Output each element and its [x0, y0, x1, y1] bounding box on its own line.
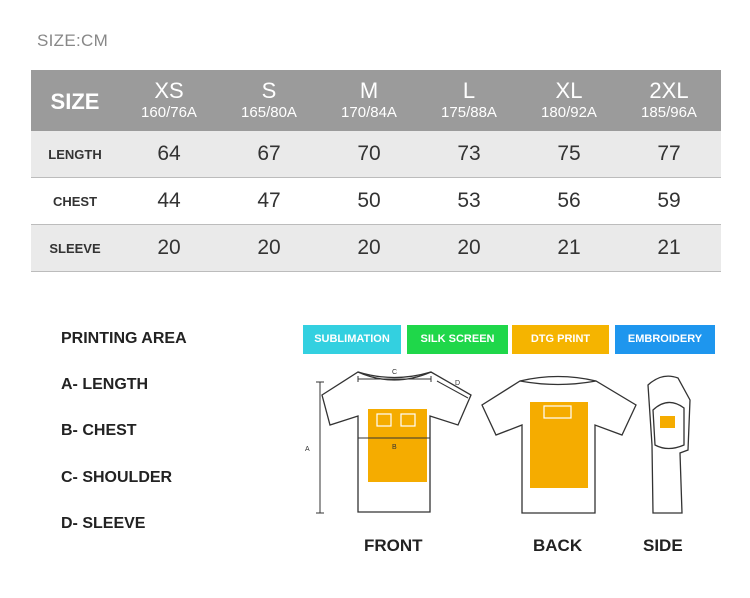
table-cell: 73 [457, 142, 481, 165]
size-name: 2XL [649, 77, 689, 103]
row-label: LENGTH [48, 146, 102, 162]
size-name: M [359, 77, 379, 103]
size-code: 160/76A [141, 103, 197, 121]
unit-label: SIZE:CM [37, 31, 109, 50]
view-label-back: BACK [533, 536, 583, 555]
badge-sublimation: SUBLIMATION [303, 325, 401, 354]
table-cell: 75 [557, 142, 581, 165]
row-label: CHEST [52, 193, 98, 209]
size-code: 185/96A [641, 103, 697, 121]
table-cell: 47 [257, 189, 281, 212]
view-label-side: SIDE [643, 536, 683, 555]
side-print-area [660, 416, 675, 428]
table-cell: 64 [157, 142, 181, 165]
size-code: 165/80A [241, 103, 297, 121]
table-cell: 20 [257, 236, 281, 259]
view-label-front: FRONT [364, 536, 423, 555]
size-name: XL [555, 77, 583, 103]
side-shirt [648, 376, 690, 513]
printing-area-title: PRINTING AREA [61, 330, 187, 347]
table-cell: 53 [457, 189, 481, 212]
row-label: SLEEVE [49, 240, 101, 256]
badge-embroidery: EMBROIDERY [615, 325, 715, 354]
size-header-label: SIZE [50, 88, 100, 114]
badge-silk-screen: SILK SCREEN [407, 325, 508, 354]
legend-chest: B- CHEST [61, 422, 137, 439]
size-code: 175/88A [441, 103, 497, 121]
legend-length: A- LENGTH [61, 376, 149, 393]
size-name: XS [154, 77, 184, 103]
table-cell: 77 [657, 142, 681, 165]
table-cell: 20 [457, 236, 481, 259]
legend-shoulder: C- SHOULDER [61, 469, 173, 486]
letter-b: B [392, 444, 397, 451]
table-cell: 50 [357, 189, 381, 212]
table-cell: 21 [657, 236, 681, 259]
size-name: S [261, 77, 277, 103]
letter-a: A [305, 446, 310, 453]
table-cell: 21 [557, 236, 581, 259]
letter-c: C [392, 369, 398, 376]
size-code: 180/92A [541, 103, 597, 121]
table-cell: 44 [157, 189, 181, 212]
size-name: L [462, 77, 476, 103]
table-cell: 67 [257, 142, 281, 165]
badge-dtg-print: DTG PRINT [512, 325, 609, 354]
table-cell: 20 [157, 236, 181, 259]
table-cell: 20 [357, 236, 381, 259]
table-cell: 56 [557, 189, 581, 212]
legend-sleeve: D- SLEEVE [61, 515, 146, 532]
size-code: 170/84A [341, 103, 397, 121]
table-cell: 70 [357, 142, 381, 165]
table-cell: 59 [657, 189, 681, 212]
letter-d: D [455, 380, 461, 387]
back-print-area [530, 402, 588, 488]
